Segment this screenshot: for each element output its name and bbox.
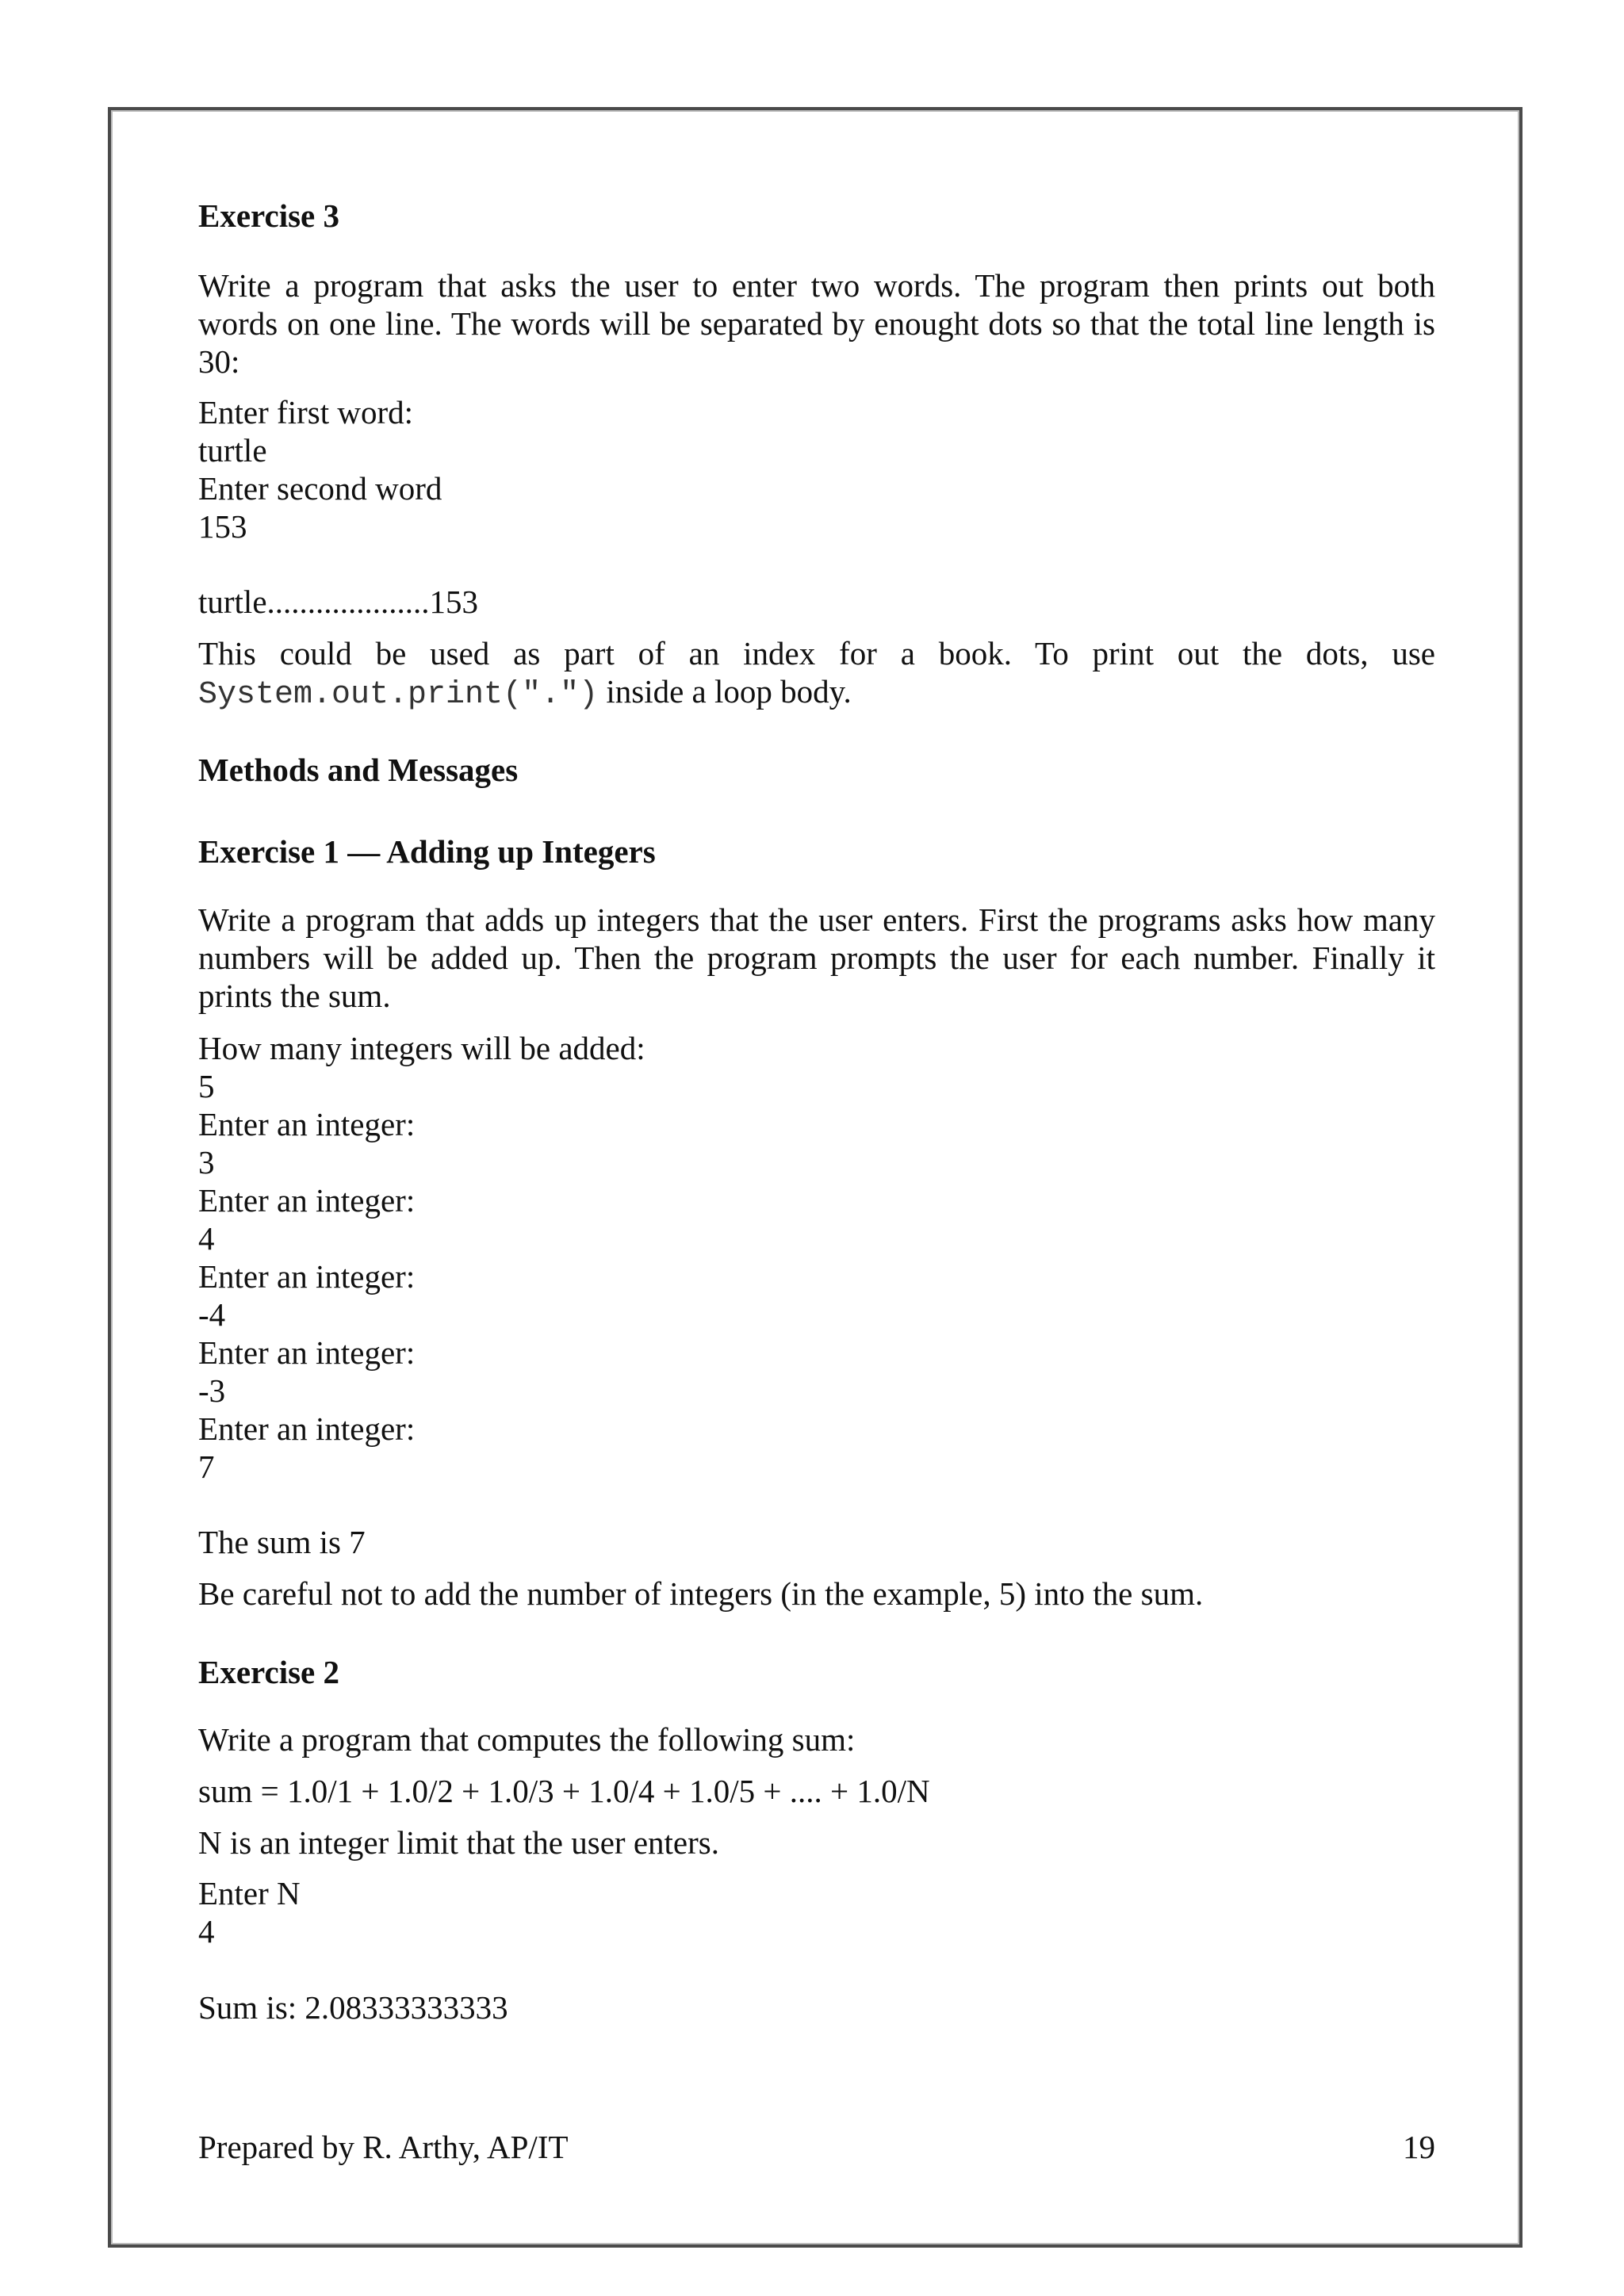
exercise-3-desc-line-1: Write a program that asks the user to enter two words. The program then prints out both xyxy=(198,267,1435,304)
footer-author: Prepared by R. Arthy, AP/IT xyxy=(198,2129,569,2165)
exercise-1-sample-line: -3 xyxy=(198,1372,226,1409)
exercise-3-note-rest: inside a loop body. xyxy=(598,673,852,710)
exercise-1-sample-line: Enter an integer: xyxy=(198,1106,416,1142)
exercise-2-sample-line: Enter N xyxy=(198,1875,301,1911)
exercise-1-desc-line-1: Write a program that adds up integers that the user enters. First the programs asks how many xyxy=(198,901,1435,938)
exercise-1-sample-line: 7 xyxy=(198,1448,215,1485)
exercise-1-title: Exercise 1 — Adding up Integers xyxy=(198,833,656,870)
exercise-1-sample-line: Enter an integer: xyxy=(198,1410,416,1447)
exercise-1-sample-line: Enter an integer: xyxy=(198,1258,416,1295)
exercise-3-note-line-2 xyxy=(198,672,852,714)
exercise-1-output: The sum is 7 xyxy=(198,1524,366,1560)
exercise-2-formula: sum = 1.0/1 + 1.0/2 + 1.0/3 + 1.0/4 + 1.0/5 + .... + 1.0/N xyxy=(198,1773,930,1809)
exercise-3-sample-line: Enter second word xyxy=(198,470,442,507)
exercise-3-sample-line: 153 xyxy=(198,508,247,545)
exercise-1-sample-line: 3 xyxy=(198,1144,215,1181)
exercise-1-sample-line: 5 xyxy=(198,1068,215,1104)
exercise-1-sample-line: How many integers will be added: xyxy=(198,1030,645,1066)
exercise-2-limit-note: N is an integer limit that the user enters. xyxy=(198,1824,719,1861)
exercise-2-sample-line: 4 xyxy=(198,1913,215,1950)
exercise-2-output: Sum is: 2.08333333333 xyxy=(198,1989,508,2026)
exercise-3-output: turtle....................153 xyxy=(198,584,479,620)
exercise-1-sample-line: Enter an integer: xyxy=(198,1334,416,1371)
exercise-3-sample-line: Enter first word: xyxy=(198,394,413,430)
exercise-3-note-line-1: This could be used as part of an index for a book. To print out the dots, use xyxy=(198,635,1435,672)
exercise-1-sample-line: 4 xyxy=(198,1220,215,1257)
code-snippet: System.out.print(".") xyxy=(198,677,599,713)
exercise-2-desc: Write a program that computes the following sum: xyxy=(198,1721,856,1758)
exercise-1-note: Be careful not to add the number of integers (in the example, 5) into the sum. xyxy=(198,1575,1204,1612)
exercise-1-sample-line: Enter an integer: xyxy=(198,1182,416,1219)
exercise-1-sample-line: -4 xyxy=(198,1296,226,1333)
exercise-1-desc-line-3: prints the sum. xyxy=(198,978,391,1014)
exercise-3-title: Exercise 3 xyxy=(198,197,339,234)
exercise-3-desc-line-2: words on one line. The words will be separated by enought dots so that the total line length is xyxy=(198,305,1435,342)
exercise-1-desc-line-2: numbers will be added up. Then the program prompts the user for each number. Finally it xyxy=(198,939,1435,976)
exercise-3-sample-line: turtle xyxy=(198,432,267,469)
page-number: 19 xyxy=(1403,2129,1435,2165)
methods-and-messages-heading: Methods and Messages xyxy=(198,752,519,788)
exercise-2-title: Exercise 2 xyxy=(198,1654,339,1690)
exercise-3-desc-line-3: 30: xyxy=(198,343,240,380)
